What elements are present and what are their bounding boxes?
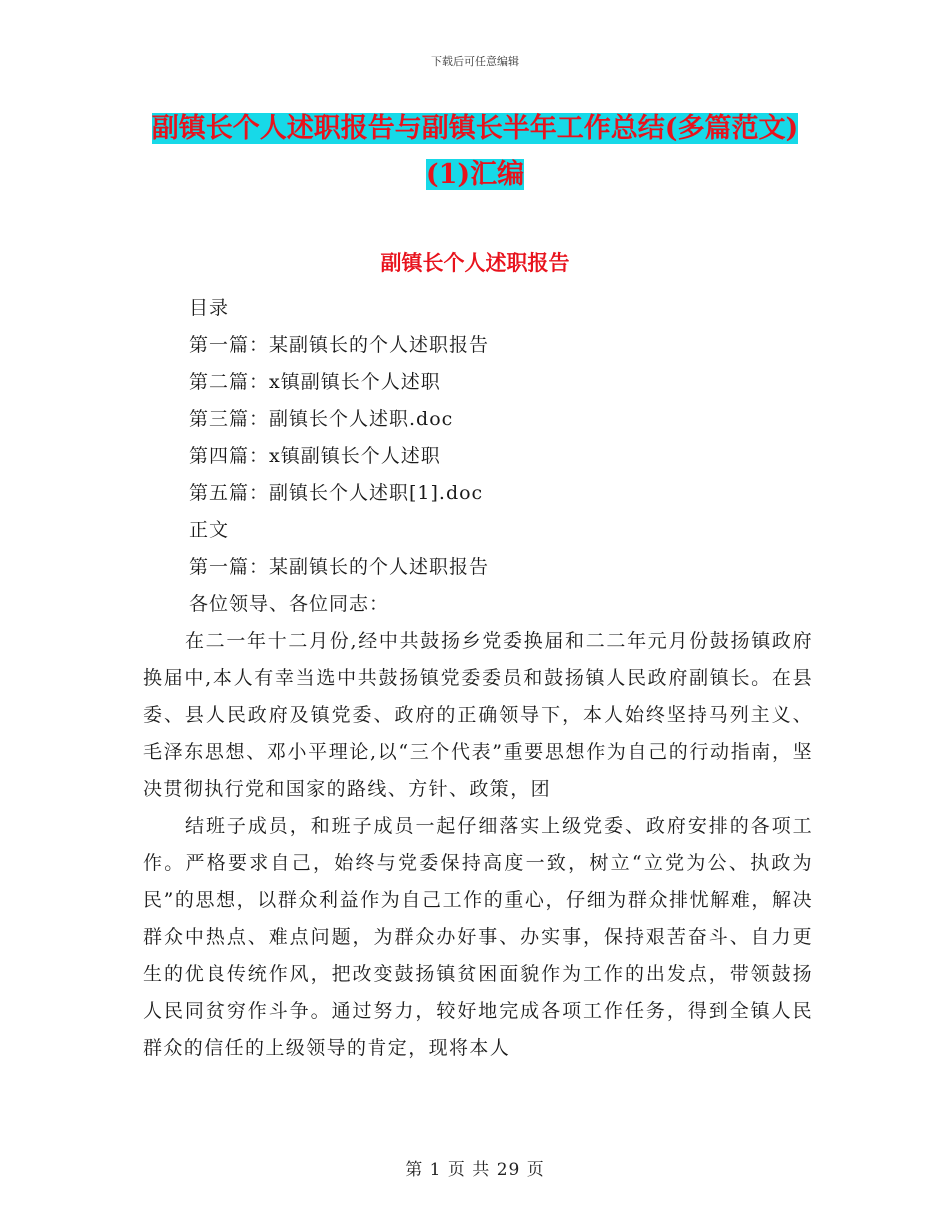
article-title: 第一篇：某副镇长的个人述职报告 [189,556,490,578]
toc-item: 第一篇：某副镇长的个人述职报告 [189,334,490,356]
body-paragraph: 在二一年十二月份,经中共鼓扬乡党委换届和二二年元月份鼓扬镇政府换届中,本人有幸当选中共鼓扬镇党委委员和鼓扬镇人民政府副镇长。在县委、县人民政府及镇党委、政府的正确领导下，本人始终坚持马列主义、毛泽东思想、邓小平理论,以“三个代表”重要思想作为自己的行动指南，坚决贯彻执行党和国家的路线、方针、政策，团 [143,630,813,800]
toc-item: 第五篇：副镇长个人述职[1].doc [189,482,484,504]
header-note: 下载后可任意编辑 [431,55,519,68]
section-title: 副镇长个人述职报告 [380,250,570,275]
body-paragraph: 结班子成员，和班子成员一起仔细落实上级党委、政府安排的各项工作。严格要求自己，始终与党委保持高度一致，树立“立党为公、执政为民”的思想，以群众利益作为自己工作的重心，仔细为群众排忧解难，解决群众中热点、难点问题，为群众办好事、办实事，保持艰苦奋斗、自力更生的优良传统作风，把改变鼓扬镇贫困面貌作为工作的出发点，带领鼓扬人民同贫穷作斗争。通过努力，较好地完成各项工作任务，得到全镇人民群众的信任的上级领导的肯定，现将本人 [143,815,813,1059]
toc-item: 第二篇：x镇副镇长个人述职 [189,371,441,393]
salutation: 各位领导、各位同志： [189,593,390,615]
document-title [140,106,810,198]
toc-label: 目录 [189,297,230,319]
toc-item: 第三篇：副镇长个人述职.doc [189,408,454,430]
page-footer: 第 1 页 共 29 页 [405,1160,545,1180]
document-title-text: 副镇长个人述职报告与副镇长半年工作总结(多篇范文)(1)汇编 [151,113,799,190]
toc-item: 第四篇：x镇副镇长个人述职 [189,445,441,467]
document-body [143,290,813,1067]
body-label: 正文 [189,519,230,541]
